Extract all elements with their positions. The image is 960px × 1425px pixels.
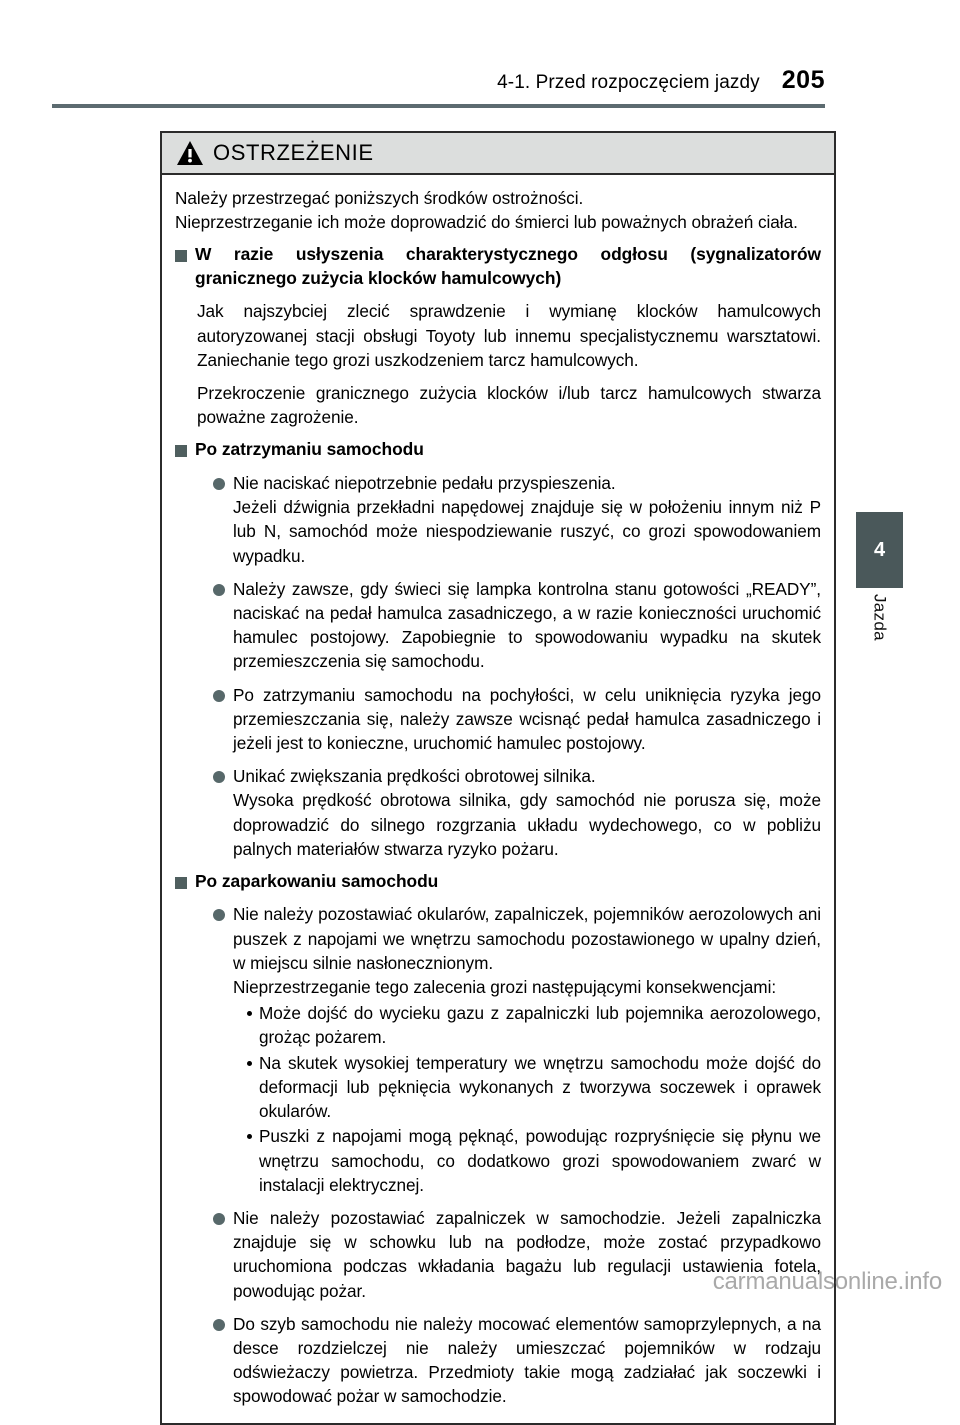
sub-list-item xyxy=(247,1051,821,1124)
warning-box xyxy=(160,131,836,1425)
list-item xyxy=(213,1312,821,1409)
list-item xyxy=(213,764,821,861)
square-bullet-icon xyxy=(175,877,187,889)
round-bullet-icon xyxy=(213,771,225,783)
warning-triangle-icon xyxy=(176,140,204,166)
square-bullet-icon xyxy=(175,445,187,457)
square-bullet-icon xyxy=(175,250,187,262)
chapter-tab-number xyxy=(856,512,903,588)
section-heading-text: Po zatrzymaniu samochodu xyxy=(195,439,424,460)
sub-list-item-text: Może dojść do wycieku gazu z zapalniczki lub pojemnika aerozolowego, grożąc pożarem. xyxy=(259,1003,821,1048)
list-item xyxy=(213,471,821,568)
section-heading-text: Po zaparkowaniu samochodu xyxy=(195,870,439,891)
list-item-text: Nie naciskać niepotrzebnie pedału przyspieszenia. Jeżeli dźwignia przekładni napędowej znajduje się w położeniu innym niż P lub N, samochód może niespodziewanie ruszyć, co grozi spowodowaniem wypadku. xyxy=(233,472,821,566)
round-bullet-icon xyxy=(213,1213,225,1225)
header-divider-rule xyxy=(52,104,825,108)
breadcrumb-section-title: 4-1. Przed rozpoczęciem jazdy xyxy=(497,72,760,93)
list-item xyxy=(213,577,821,674)
list-item-text: Do szyb samochodu nie należy mocować elementów samoprzylepnych, a na desce rozdzielczej nie należy umieszczać pojemników w rodzaju odświeżaczy powietrza. Przedmioty takie mogą zadziałać jak soczewki i spowodować pożar w samochodzie. xyxy=(233,1313,821,1407)
sub-list-item-text: Puszki z napojami mogą pęknąć, powodując rozpryśnięcie się płynu we wnętrzu samochodu, co dodatkowo grozi spowodowaniem zwarć w instalacji elektrycznej. xyxy=(259,1126,821,1195)
sub-list-item-text: Na skutek wysokiej temperatury we wnętrzu samochodu może dojść do deformacji lub pęknięcia wykonanych z tworzywa soczewek i oprawek okularów. xyxy=(259,1052,821,1122)
warning-section-heading xyxy=(175,870,821,894)
sub-list-item xyxy=(247,1124,821,1197)
warning-section-heading xyxy=(175,243,821,290)
sub-list xyxy=(233,1001,821,1197)
chapter-tab-label xyxy=(856,594,903,704)
chapter-number: 4 xyxy=(873,538,886,561)
section-heading-text: W razie usłyszenia charakterystycznego odgłosu (sygnalizatorów granicznego zużycia klocków hamulcowych) xyxy=(195,244,821,288)
round-bullet-icon xyxy=(213,478,225,490)
section-paragraph: Jak najszybciej zlecić sprawdzenie i wymianę klocków hamulcowych autoryzowanej stacji obsługi Toyoty lub innemu specjalistycznemu warsztatowi. Zaniechanie tego grozi uszkodzeniem tarcz hamulcowych. xyxy=(197,301,821,370)
site-watermark: carmanualsonline.info xyxy=(712,1268,942,1295)
list-item xyxy=(213,683,821,756)
list-item-text: Należy zawsze, gdy świeci się lampka kontrolna stanu gotowości „READY”, naciskać na pedał hamulca zasadniczego, a w razie konieczności uruchomić hamulec postojowy. Zapobiegnie to spowodowaniu wypadku na skutek przemieszczenia się samochodu. xyxy=(233,578,821,672)
list-item xyxy=(213,902,821,1196)
list-item-text: Nie należy pozostawiać zapalniczek w samochodzie. Jeżeli zapalniczka znajduje się w schowku lub na podłodze, może zostać przypadkowo uruchomiona podczas wkładania bagażu lub regulacji ustawienia fotela, powodując pożar. xyxy=(233,1207,821,1301)
dot-bullet-icon xyxy=(247,1134,252,1139)
round-bullet-icon xyxy=(213,909,225,921)
section-paragraph: Przekroczenie granicznego zużycia klocków i/lub tarcz hamulcowych stwarza poważne zagrożenie. xyxy=(197,383,821,428)
list-item-text: Unikać zwiększania prędkości obrotowej silnika. Wysoka prędkość obrotowa silnika, gdy samochód nie porusza się, może doprowadzić do silnego rozgrzania układu wydechowego, co w pobliżu palnych materiałów stwarza ryzyko pożaru. xyxy=(233,766,821,859)
round-bullet-icon xyxy=(213,690,225,702)
round-bullet-icon xyxy=(213,584,225,596)
sub-list-item xyxy=(247,1001,821,1049)
dot-bullet-icon xyxy=(247,1061,252,1066)
page-number: 205 xyxy=(781,66,825,94)
warning-box-header xyxy=(162,133,834,175)
page-header xyxy=(52,66,825,95)
round-bullet-icon xyxy=(213,1319,225,1331)
warning-section-heading xyxy=(175,438,821,462)
warning-title: OSTRZEŻENIE xyxy=(213,140,374,165)
dot-bullet-icon xyxy=(247,1011,252,1016)
warning-intro-text: Należy przestrzegać poniższych środków ostrożności. Nieprzestrzeganie ich może doprowadzić do śmierci lub poważnych obrażeń ciała. xyxy=(175,188,798,233)
chapter-label-text: Jazda xyxy=(870,594,890,641)
list-item-text: Nie należy pozostawiać okularów, zapalniczek, pojemników aerozolowych ani puszek z napojami we wnętrzu samochodu pozostawionego w upalny dzień, w miejscu silnie nasłonecznionym. Nieprzestrzeganie tego zalecenia grozi następującymi konsekwencjami: xyxy=(233,904,821,998)
list-item-text: Po zatrzymaniu samochodu na pochyłości, w celu uniknięcia ryzyka jego przemieszczania się, należy zawsze wcisnąć pedał hamulca zasadniczego i jeżeli jest to konieczne, uruchomić hamulec postojowy. xyxy=(233,684,821,753)
warning-box-body xyxy=(162,175,834,1423)
